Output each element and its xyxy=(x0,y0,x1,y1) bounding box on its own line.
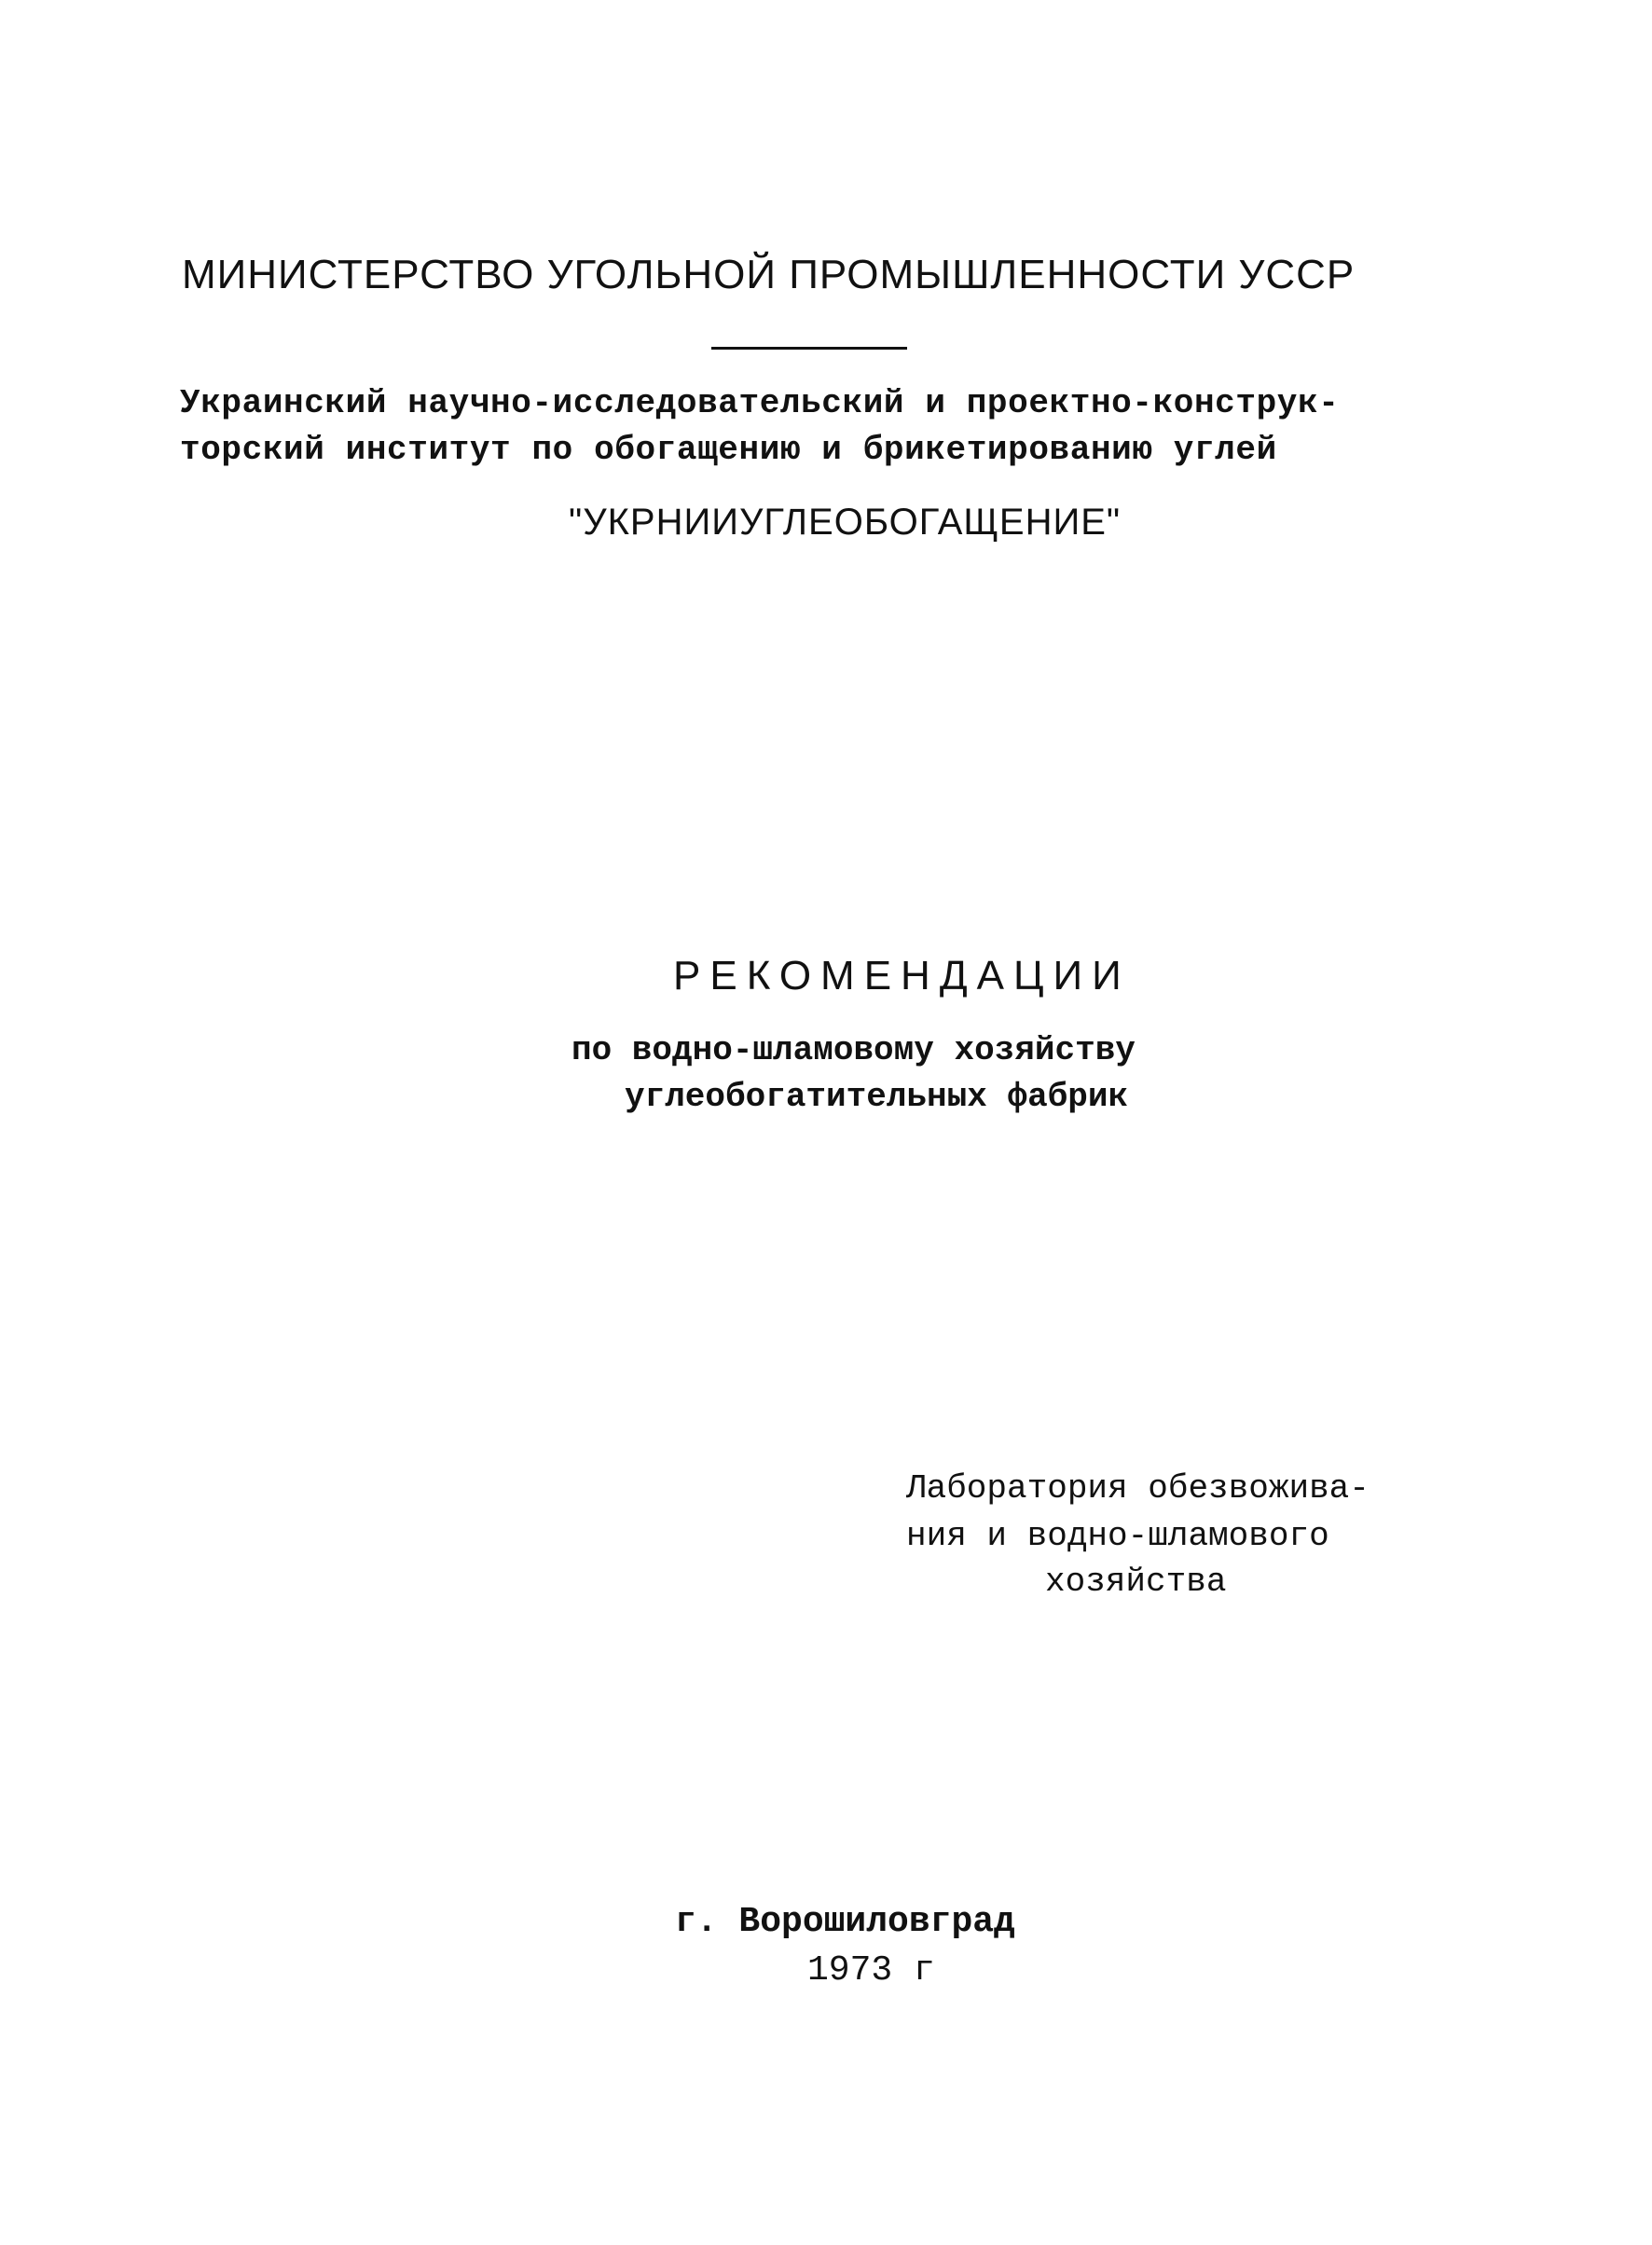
author-line-2: ния и водно-шламового xyxy=(906,1517,1329,1555)
institute-name-line-1: Украинский научно-исследовательский и проектно-конструк- xyxy=(180,384,1340,422)
document-subtitle-line-2: углеобогатительных фабрик xyxy=(625,1078,1129,1116)
header-divider xyxy=(711,347,907,350)
publication-city: г. Ворошиловград xyxy=(675,1902,1015,1942)
publication-year: 1973 г xyxy=(807,1950,935,1990)
ministry-name: МИНИСТЕРСТВО УГОЛЬНОЙ ПРОМЫШЛЕННОСТИ УССР xyxy=(182,252,1356,297)
document-subtitle-line-1: по водно-шламовому хозяйству xyxy=(571,1031,1136,1069)
author-line-3: хозяйства xyxy=(1045,1563,1227,1601)
institute-abbreviation: "УКРНИИУГЛЕОБОГАЩЕНИЕ" xyxy=(569,502,1122,543)
institute-name-line-2: торский институт по обогащению и брикетированию углей xyxy=(180,431,1277,469)
author-line-1: Лаборатория обезвожива- xyxy=(906,1469,1370,1508)
document-title: РЕКОМЕНДАЦИИ xyxy=(673,953,1131,999)
